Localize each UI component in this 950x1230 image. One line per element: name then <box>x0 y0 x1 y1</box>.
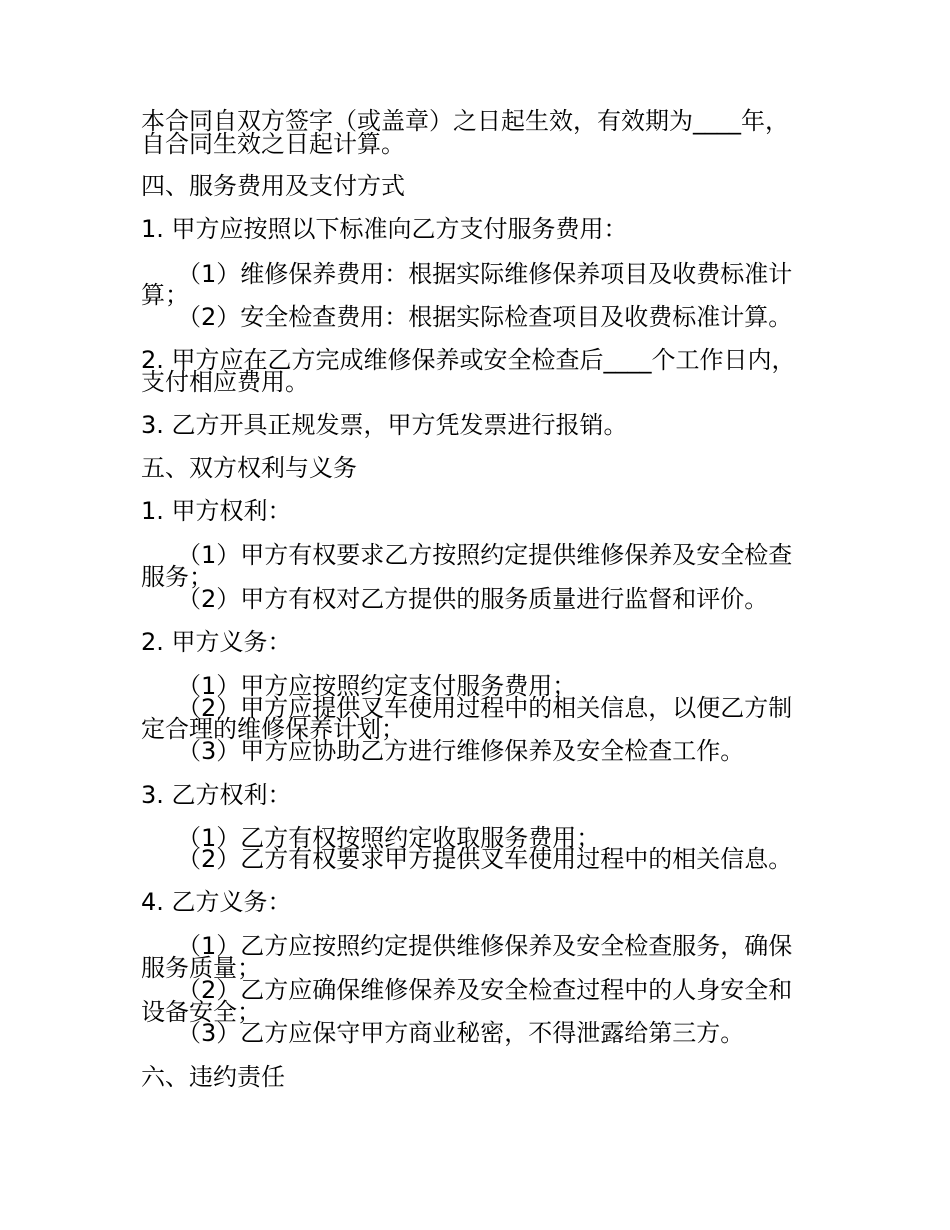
sub-item: 算； <box>141 281 189 309</box>
clause-item: 3. 乙方开具正规发票，甲方凭发票进行报销。 <box>141 411 628 439</box>
sub-item: （1）乙方应按照约定提供维修保养及安全检查服务，确保 <box>177 932 793 960</box>
clause-item: 2. 甲方义务： <box>141 628 292 656</box>
clause-item: 4. 乙方义务： <box>141 888 292 916</box>
sub-item: 服务质量； <box>141 954 261 982</box>
clause-text: 本合同自双方签字（或盖章）之日起生效，有效期为____年， <box>141 107 789 135</box>
sub-item: 定合理的维修保养计划； <box>141 715 405 743</box>
section-heading: 五、双方权利与义务 <box>141 454 357 482</box>
sub-item: （2）安全检查费用：根据实际检查项目及收费标准计算。 <box>177 303 793 331</box>
sub-item: （2）乙方应确保维修保养及安全检查过程中的人身安全和 <box>177 976 793 1004</box>
sub-item: （2）乙方有权要求甲方提供叉车使用过程中的相关信息。 <box>177 845 793 873</box>
sub-item: （3）甲方应协助乙方进行维修保养及安全检查工作。 <box>177 737 745 765</box>
sub-item: （1）甲方应按照约定支付服务费用； <box>177 672 577 700</box>
clause-item: 3. 乙方权利： <box>141 781 292 809</box>
section-heading: 六、违约责任 <box>141 1063 285 1091</box>
sub-item: （3）乙方应保守甲方商业秘密，不得泄露给第三方。 <box>177 1019 745 1047</box>
sub-item: 服务； <box>141 563 213 591</box>
clause-item: 2. 甲方应在乙方完成维修保养或安全检查后____个工作日内， <box>141 346 796 374</box>
sub-item: （2）甲方应提供叉车使用过程中的相关信息，以便乙方制 <box>177 694 793 722</box>
sub-item: （2）甲方有权对乙方提供的服务质量进行监督和评价。 <box>177 585 769 613</box>
sub-item: 设备安全； <box>141 998 261 1026</box>
clause-item: 1. 甲方权利： <box>141 497 292 525</box>
clause-item: 支付相应费用。 <box>141 368 309 396</box>
sub-item: （1）甲方有权要求乙方按照约定提供维修保养及安全检查 <box>177 541 793 569</box>
sub-item: （1）乙方有权按照约定收取服务费用； <box>177 824 601 852</box>
section-heading: 四、服务费用及支付方式 <box>141 172 405 200</box>
sub-item: （1）维修保养费用：根据实际维修保养项目及收费标准计 <box>177 260 793 288</box>
clause-text: 自合同生效之日起计算。 <box>141 130 405 158</box>
clause-item: 1. 甲方应按照以下标准向乙方支付服务费用： <box>141 215 628 243</box>
